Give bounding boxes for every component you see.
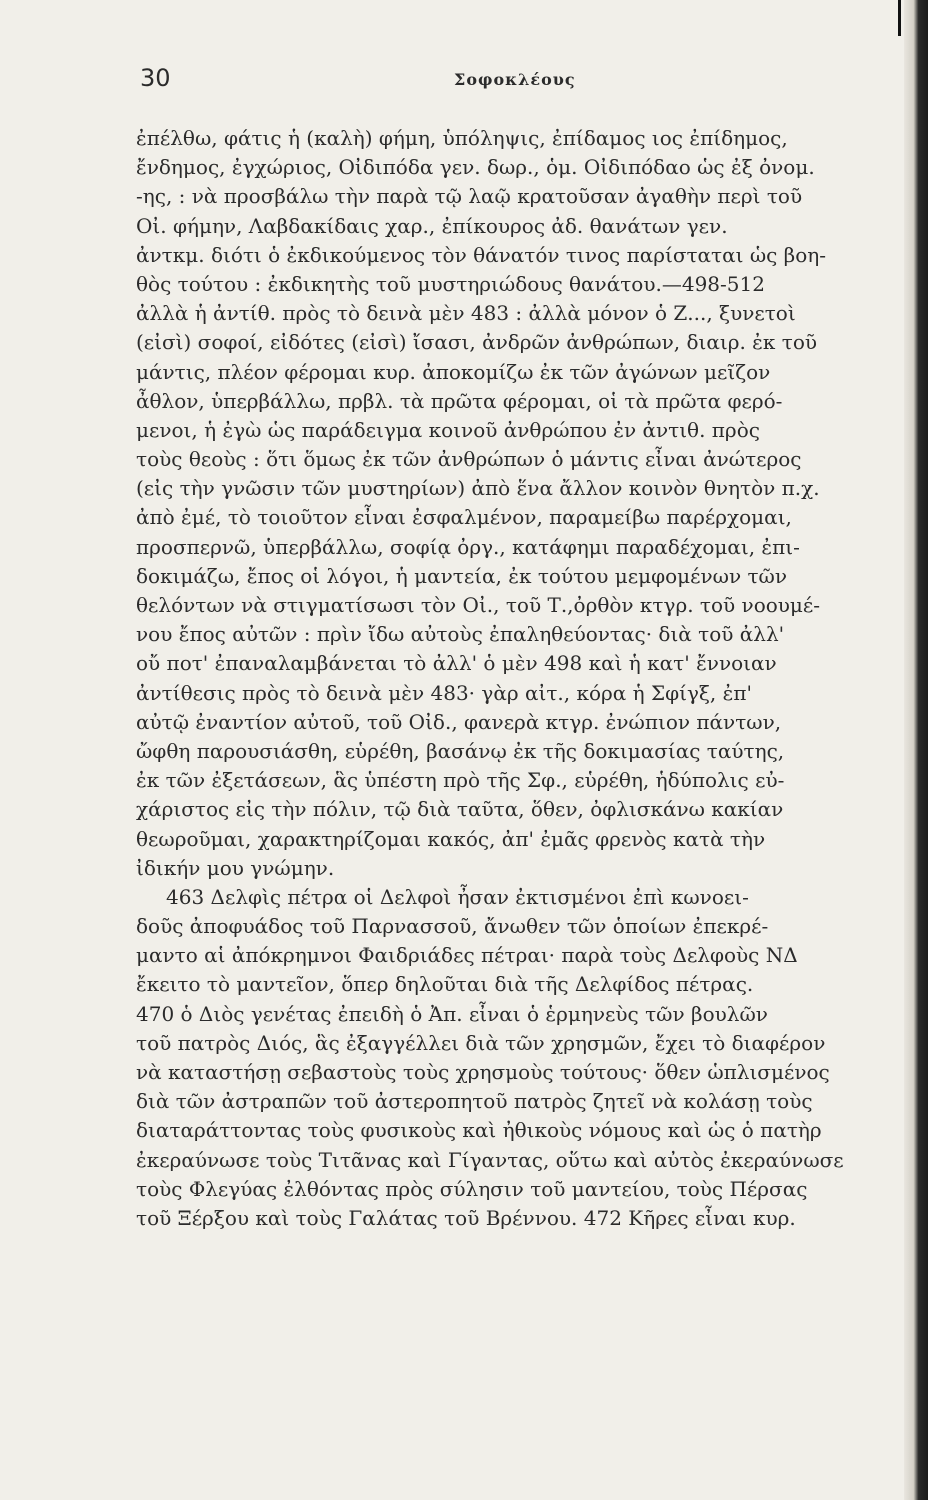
text-line: ὤφθη παρουσιάσθη, εὑρέθη, βασάνῳ ἐκ τῆς δοκιμασίας ταύτης, <box>136 738 785 763</box>
text-line: οὔ ποτ' ἐπαναλαμβάνεται τὸ ἀλλ' ὁ μὲν 498 καὶ ἡ κατ' ἔννοιαν <box>136 651 777 676</box>
text-line: ἀλλὰ ἡ ἀντίθ. πρὸς τὸ δεινὰ μὲν 483 : ἀλλὰ μόνον ὁ Ζ..., ξυνετοὶ <box>136 301 796 326</box>
text-line: τοῦ πατρὸς Διός, ἃς ἐξαγγέλλει διὰ τῶν χρησμῶν, ἔχει τὸ διαφέρον <box>136 1030 826 1055</box>
text-line: μαντο αἱ ἀπόκρημνοι Φαιδριάδες πέτραι· παρὰ τοὺς Δελφοὺς ΝΔ <box>136 943 798 968</box>
text-line: δοῦς ἀποφυάδος τοῦ Παρνασσοῦ, ἄνωθεν τῶν ὁποίων ἐπεκρέ- <box>136 914 769 939</box>
text-line: ἀπὸ ἐμέ, τὸ τοιοῦτον εἶναι ἐσφαλμένον, παραμείβω παρέρχομαι, <box>136 505 792 530</box>
text-line: τοὺς Φλεγύας ἐλθόντας πρὸς σύλησιν τοῦ μαντείου, τοὺς Πέρσας <box>136 1176 808 1201</box>
text-line: 463 Δελφὶς πέτρα οἱ Δελφοὶ ἦσαν ἐκτισμένοι ἐπὶ κωνοει- <box>166 884 749 909</box>
page-number: 30 <box>140 64 171 92</box>
text-line: θὸς τούτου : ἐκδικητὴς τοῦ μυστηριώδους θανάτου.—498-512 <box>136 271 765 296</box>
text-line: ἐκεραύνωσε τοὺς Τιτᾶνας καὶ Γίγαντας, οὕτω καὶ αὐτὸς ἐκεραύνωσε <box>136 1147 844 1172</box>
text-line: τοῦ Ξέρξου καὶ τοὺς Γαλάτας τοῦ Βρέννου. 472 Κῆρες εἶναι κυρ. <box>136 1205 796 1230</box>
text-line: νὰ καταστήσῃ σεβαστοὺς τοὺς χρησμοὺς τούτους· ὅθεν ὡπλισμένος <box>136 1060 830 1084</box>
text-line: διὰ τῶν ἀστραπῶν τοῦ ἀστεροπητοῦ πατρὸς ζητεῖ νὰ κολάσῃ τοὺς <box>136 1089 813 1114</box>
text-line: διαταράττοντας τοὺς φυσικοὺς καὶ ἠθικοὺς νόμους καὶ ὡς ὁ πατὴρ <box>136 1118 822 1143</box>
book-page <box>96 60 896 1230</box>
running-title: Σοφοκλέους <box>454 70 576 89</box>
text-line: προσπερνῶ, ὑπερβάλλω, σοφίᾳ ὀργ., κατάφημι παραδέχομαι, ἐπι- <box>136 534 800 559</box>
text-line: μάντις, πλέον φέρομαι κυρ. ἀποκομίζω ἐκ τῶν ἀγώνων μεῖζον <box>136 359 771 384</box>
text-line: ἀντίθεσις πρὸς τὸ δεινὰ μὲν 483· γὰρ αἰτ., κόρα ἡ Σφίγξ, ἐπ' <box>136 680 752 705</box>
text-line: ἀντκμ. διότι ὁ ἐκδικούμενος τὸν θάνατόν τινος παρίσταται ὡς βοη- <box>136 242 827 267</box>
text-line: Οἰ. φήμην, Λαβδακίδαις χαρ., ἐπίκουρος ἀδ. θανάτων γεν. <box>136 213 728 238</box>
page-edge-mark <box>898 0 901 36</box>
text-line: αὐτῷ ἐναντίον αὐτοῦ, τοῦ Οἰδ., φανερὰ κτγρ. ἐνώπιον πάντων, <box>136 709 782 734</box>
text-line: -ης, : νὰ προσβάλω τὴν παρὰ τῷ λαῷ κρατοῦσαν ἀγαθὴν περὶ τοῦ <box>136 184 803 209</box>
text-line: νου ἔπος αὐτῶν : πρὶν ἴδω αὐτοὺς ἐπαληθεύοντας· διὰ τοῦ ἀλλ' <box>136 622 785 647</box>
text-line: ἐπέλθω, φάτις ἡ (καλὴ) φήμη, ὑπόληψις, ἐπίδαμος ιος ἐπίδημος, <box>136 126 788 150</box>
text-line: τοὺς θεοὺς : ὅτι ὅμως ἐκ τῶν ἀνθρώπων ὁ μάντις εἶναι ἀνώτερος <box>136 447 802 472</box>
text-line: ἔκειτο τὸ μαντεῖον, ὅπερ δηλοῦται διὰ τῆς Δελφίδος πέτρας. <box>136 972 754 997</box>
text-line: θεωροῦμαι, χαρακτηρίζομαι κακός, ἀπ' ἐμᾶς φρενὸς κατὰ τὴν <box>136 826 766 851</box>
text-line: (εἰσὶ) σοφοί, εἰδότες (εἰσὶ) ἴσασι, ἀνδρῶν ἀνθρώπων, διαιρ. ἐκ τοῦ <box>136 330 818 355</box>
text-line: ἔνδημος, ἐγχώριος, Οἰδιπόδα γεν. δωρ., ὁμ. Οἰδιπόδαο ὡς ἐξ ὀνομ. <box>136 155 815 180</box>
text-line: (εἰς τὴν γνῶσιν τῶν μυστηρίων) ἀπὸ ἕνα ἄλλον κοινὸν θνητὸν π.χ. <box>136 476 820 501</box>
commentary-text <box>136 124 906 1233</box>
page-header <box>96 60 896 110</box>
text-line: μενοι, ἡ ἐγὼ ὡς παράδειγμα κοινοῦ ἀνθρώπου ἐν ἀντιθ. πρὸς <box>136 417 760 442</box>
text-line: θελόντων νὰ στιγματίσωσι τὸν Οἰ., τοῦ Τ.,ὀρθὸν κτγρ. τοῦ νοουμέ- <box>136 593 821 617</box>
text-line: δοκιμάζω, ἔπος οἱ λόγοι, ἡ μαντεία, ἐκ τούτου μεμφομένων τῶν <box>136 563 788 588</box>
text-line: ἆθλον, ὑπερβάλλω, πρβλ. τὰ πρῶτα φέρομαι, οἱ τὰ πρῶτα φερό- <box>136 388 783 413</box>
text-line: χάριστος εἰς τὴν πόλιν, τῷ διὰ ταῦτα, ὅθεν, ὀφλισκάνω κακίαν <box>136 797 784 822</box>
text-line: ἐκ τῶν ἐξετάσεων, ἃς ὑπέστη πρὸ τῆς Σφ., εὑρέθη, ἡδύπολις εὐ- <box>136 768 785 793</box>
book-spine-edge <box>904 0 928 1500</box>
text-line: 470 ὁ Διὸς γενέτας ἐπειδὴ ὁ Ἀπ. εἶναι ὁ ἑρμηνεὺς τῶν βουλῶν <box>136 1001 768 1026</box>
text-line: ἰδικήν μου γνώμην. <box>136 855 335 880</box>
